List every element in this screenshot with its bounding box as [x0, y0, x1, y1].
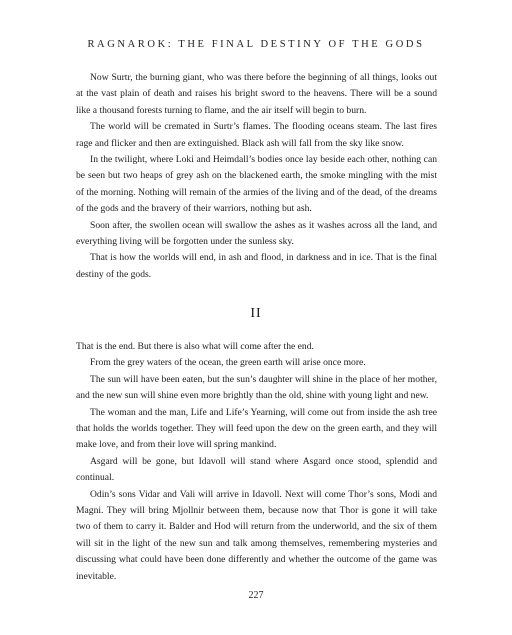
paragraph: Odin’s sons Vidar and Vali will arrive in Idavoll. Next will come Thor’s sons, Modi and Magni. They will bring Mjollnir between them, because now that Thor is gone it will take two of them to carry it. Balder and Hod will return from the underworld, and the six of them will sit in the light of the new sun and talk among themselves, remembering mysteries and discussing what could have been done differently and whether the outcome of the game was inevitable.: [76, 488, 437, 582]
paragraph: The woman and the man, Life and Life’s Yearning, will come out from inside the ash tree that holds the worlds together. They will feed upon the dew on the green earth, and they will make love, and from their love will spring mankind.: [76, 406, 437, 451]
paragraph: In the twilight, where Loki and Heimdall’s bodies once lay beside each other, nothing can be seen but two heaps of grey ash on the blackened earth, the smoke mingling with the mist of the morning. Nothing will remain of the armies of the living and of the dead, of the dreams of the gods and the bravery of their warriors, nothing but ash.: [76, 154, 437, 215]
paragraph: Soon after, the swollen ocean will swallow the ashes as it washes across all the land, and everything living will be forgotten under the sunless sky.: [76, 219, 437, 248]
paragraph: That is how the worlds will end, in ash and flood, in darkness and in ice. That is the final destiny of the gods.: [76, 252, 437, 280]
paragraph: The sun will have been eaten, but the sun’s daughter will shine in the place of her mother, and the new sun will shine even more brightly than the old, shine with young light and new.: [76, 373, 437, 402]
section-two-text: [76, 339, 437, 585]
running-head: RAGNAROK: THE FINAL DESTINY OF THE GODS: [87, 39, 425, 50]
paragraph: From the grey waters of the ocean, the green earth will arise once more.: [90, 357, 366, 369]
paragraph: Asgard will be gone, but Idavoll will stand where Asgard once stood, splendid and continual.: [76, 455, 437, 484]
section-heading: II: [250, 306, 262, 321]
section-one-text: [76, 70, 437, 283]
paragraph: Now Surtr, the burning giant, who was there before the beginning of all things, looks out at the vast plain of death and raises his bright sword to the heavens. There will be a sound like a thousand forests turning to flame, and the air itself will begin to burn.: [76, 72, 437, 116]
page-number: 227: [248, 590, 264, 601]
paragraph: The world will be cremated in Surtr’s flames. The flooding oceans steam. The last fires rage and flicker and then are extinguished. Black ash will fall from the sky like snow.: [76, 121, 437, 149]
paragraph: That is the end. But there is also what will come after the end.: [76, 341, 314, 352]
